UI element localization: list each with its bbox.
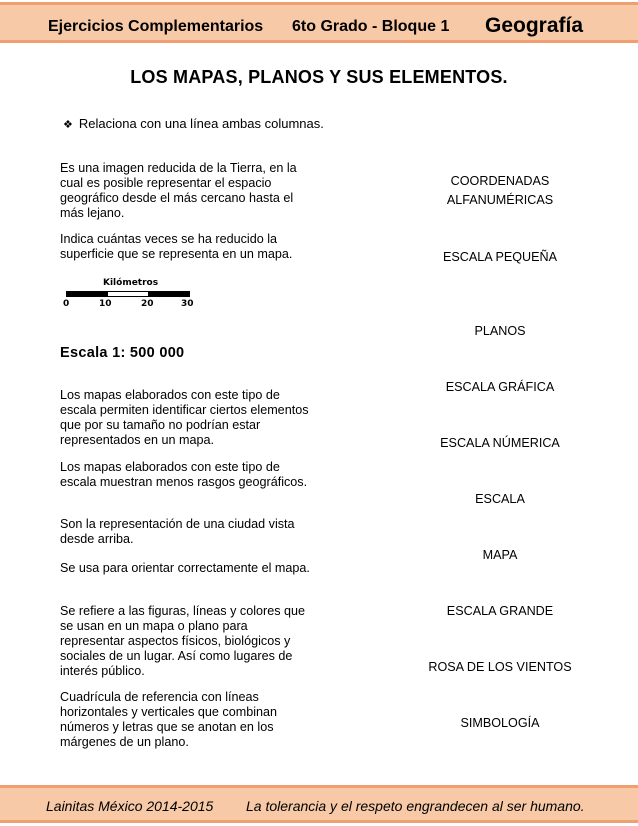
definition-item: Se refiere a las figuras, líneas y colores que se usan en un mapa o plano para representar aspectos físicos, biológicos y sociales de un lugar. Así como lugares de interés público.: [60, 604, 306, 678]
scale-bar-segment: [67, 292, 108, 296]
diamond-bullet-icon: ❖: [63, 119, 73, 131]
scale-bar-segment: [148, 292, 189, 296]
term-item: ROSA DE LOS VIENTOS: [428, 660, 572, 674]
header-bar: [0, 2, 638, 43]
footer-motto: La tolerancia y el respeto engrandecen al ser humano.: [246, 798, 585, 814]
graphic-scale-bar: [63, 278, 193, 314]
definition-item: Los mapas elaborados con este tipo de escala permiten identificar ciertos elementos que por su tamaño no podrían estar representados en un mapa.: [60, 388, 309, 447]
definition-item: Cuadrícula de referencia con líneas horizontales y verticales que combinan números y letras que se anotan en los márgenes de un plano.: [60, 690, 278, 749]
term-item: PLANOS: [474, 324, 526, 338]
footer-bar: [0, 785, 638, 823]
definition-item: Se usa para orientar correctamente el mapa.: [60, 561, 310, 575]
term-item: ESCALA: [475, 492, 525, 506]
definition-item: Los mapas elaborados con este tipo de escala muestran menos rasgos geográficos.: [60, 460, 308, 489]
definition-item: Es una imagen reducida de la Tierra, en la cual es posible representar el espacio geográfico desde el más cercano hasta el más lejano.: [60, 161, 297, 220]
numeric-scale-text: Escala 1: 500 000: [60, 345, 185, 361]
definition-item: Son la representación de una ciudad vista desde arriba.: [60, 517, 295, 546]
scale-bar-segments: [66, 291, 190, 297]
header-course-title: Ejercicios Complementarios: [48, 18, 264, 35]
page-title: LOS MAPAS, PLANOS Y SUS ELEMENTOS.: [130, 67, 508, 87]
scale-bar-tick: 10: [99, 299, 112, 309]
term-item: ESCALA GRANDE: [446, 604, 554, 618]
scale-bar-tick: 30: [181, 299, 194, 309]
header-grade-block: 6to Grado - Bloque 1: [292, 18, 450, 35]
footer-credit: Lainitas México 2014-2015: [46, 798, 214, 814]
header-subject: Geografía: [485, 14, 584, 37]
term-item: ESCALA PEQUEÑA: [442, 250, 558, 264]
scale-bar-tick: 20: [141, 299, 154, 309]
scale-bar-segment: [108, 292, 149, 296]
term-item: MAPA: [482, 548, 518, 562]
scale-bar-title: Kilómetros: [103, 278, 159, 288]
scale-bar-tick: 0: [63, 299, 70, 309]
instruction-text: Relaciona con una línea ambas columnas.: [78, 116, 324, 131]
term-item: ESCALA GRÁFICA: [445, 380, 555, 394]
term-item: ESCALA NÚMERICA: [440, 436, 560, 450]
instruction: [63, 116, 324, 131]
term-item: COORDENADAS ALFANUMÉRICAS: [446, 174, 554, 207]
term-item: SIMBOLOGÍA: [460, 716, 540, 730]
definition-item: Indica cuántas veces se ha reducido la superficie que se representa en un mapa.: [60, 232, 293, 261]
